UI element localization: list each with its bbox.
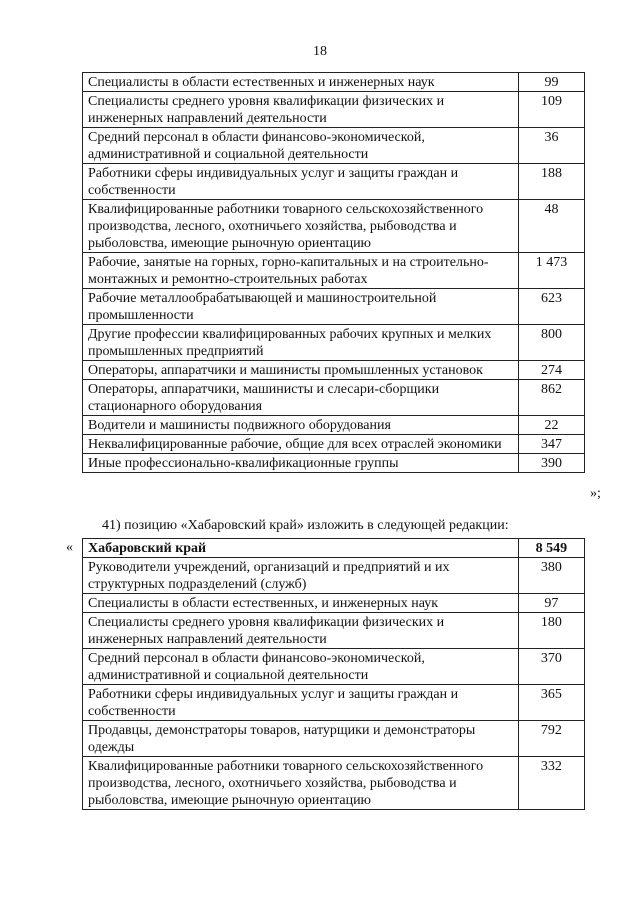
table-row	[83, 253, 585, 289]
row-value: 862	[518, 380, 584, 416]
table-row	[83, 325, 585, 361]
table-row	[83, 380, 585, 416]
row-label: Средний персонал в области финансово-экономической, административной и социальной деятельности	[83, 128, 519, 164]
row-value: 380	[518, 558, 584, 594]
table-row	[83, 289, 585, 325]
row-value: 1 473	[518, 253, 584, 289]
region-total: 8 549	[518, 539, 584, 558]
table-row	[83, 164, 585, 200]
row-label: Рабочие, занятые на горных, горно-капитальных и на строительно-монтажных и ремонтно-строительных работах	[83, 253, 519, 289]
table-row	[83, 73, 585, 92]
table-row	[83, 757, 585, 810]
row-value: 36	[518, 128, 584, 164]
row-value: 800	[518, 325, 584, 361]
table-row	[83, 685, 585, 721]
row-label: Специалисты в области естественных и инженерных наук	[83, 73, 519, 92]
row-label: Руководители учреждений, организаций и предприятий и их структурных подразделений (служб)	[83, 558, 519, 594]
row-value: 109	[518, 92, 584, 128]
row-label: Водители и машинисты подвижного оборудования	[83, 416, 519, 435]
row-label: Рабочие металлообрабатывающей и машиностроительной промышленности	[83, 289, 519, 325]
row-value: 370	[518, 649, 584, 685]
row-value: 365	[518, 685, 584, 721]
table-row	[83, 649, 585, 685]
table-row	[83, 613, 585, 649]
row-label: Специалисты среднего уровня квалификации физических и инженерных направлений деятельности	[83, 613, 519, 649]
row-value: 390	[518, 454, 584, 473]
row-value: 99	[518, 73, 584, 92]
row-label: Операторы, аппаратчики, машинисты и слесари-сборщики стационарного оборудования	[83, 380, 519, 416]
table-header-row	[83, 539, 585, 558]
page-number: 18	[313, 44, 327, 59]
row-label: Продавцы, демонстраторы товаров, натурщики и демонстраторы одежды	[83, 721, 519, 757]
row-label: Специалисты в области естественных, и инженерных наук	[83, 594, 519, 613]
table-row	[83, 361, 585, 380]
row-label: Квалифицированные работники товарного сельскохозяйственного производства, лесного, охотничьего хозяйства, рыбоводства и рыболовства, имеющие рыночную ориентацию	[83, 757, 519, 810]
amendment-paragraph: 41) позицию «Хабаровский край» изложить в следующей редакции:	[102, 518, 509, 533]
row-label: Иные профессионально-квалификационные группы	[83, 454, 519, 473]
table-row	[83, 92, 585, 128]
row-label: Неквалифицированные рабочие, общие для всех отраслей экономики	[83, 435, 519, 454]
row-label: Операторы, аппаратчики и машинисты промышленных установок	[83, 361, 519, 380]
table-row	[83, 200, 585, 253]
row-value: 274	[518, 361, 584, 380]
table-row	[83, 435, 585, 454]
row-label: Специалисты среднего уровня квалификации физических и инженерных направлений деятельности	[83, 92, 519, 128]
row-label: Квалифицированные работники товарного сельскохозяйственного производства, лесного, охотничьего хозяйства, рыбоводства и рыболовства, имеющие рыночную ориентацию	[83, 200, 519, 253]
row-value: 792	[518, 721, 584, 757]
table-row	[83, 416, 585, 435]
table-row	[83, 558, 585, 594]
row-value: 22	[518, 416, 584, 435]
occupation-table-continued	[82, 72, 585, 473]
row-label: Работники сферы индивидуальных услуг и защиты граждан и собственности	[83, 685, 519, 721]
table-row	[83, 128, 585, 164]
row-value: 188	[518, 164, 584, 200]
opening-quote: «	[66, 540, 73, 555]
row-value: 332	[518, 757, 584, 810]
row-value: 180	[518, 613, 584, 649]
closing-quote: »;	[590, 486, 601, 501]
khabarovsk-table	[82, 538, 585, 810]
table-row	[83, 721, 585, 757]
row-value: 347	[518, 435, 584, 454]
row-value: 48	[518, 200, 584, 253]
row-value: 97	[518, 594, 584, 613]
row-value: 623	[518, 289, 584, 325]
table-row	[83, 454, 585, 473]
row-label: Средний персонал в области финансово-экономической, административной и социальной деятельности	[83, 649, 519, 685]
row-label: Другие профессии квалифицированных рабочих крупных и мелких промышленных предприятий	[83, 325, 519, 361]
table-row	[83, 594, 585, 613]
region-name: Хабаровский край	[83, 539, 519, 558]
row-label: Работники сферы индивидуальных услуг и защиты граждан и собственности	[83, 164, 519, 200]
